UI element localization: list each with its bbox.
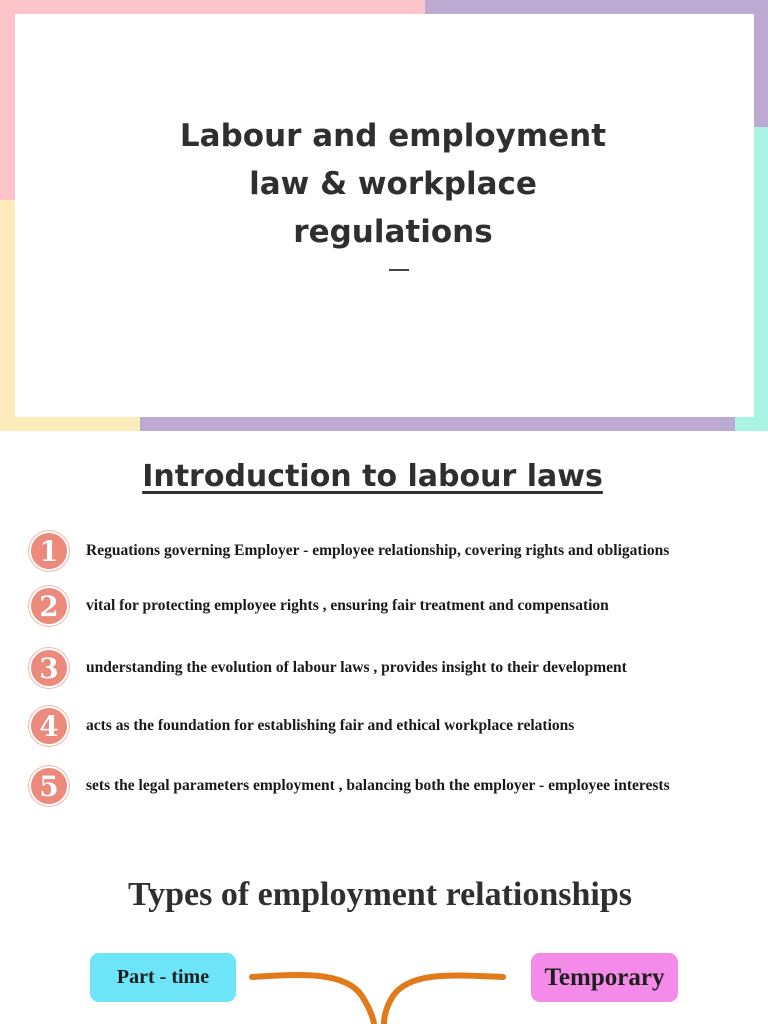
types-slide bbox=[0, 831, 768, 1024]
slide-title bbox=[15, 112, 768, 256]
part-time-chip: Part - time bbox=[90, 953, 236, 1002]
number-1-icon: 1 bbox=[29, 531, 69, 571]
list-item bbox=[29, 648, 627, 688]
point-text: acts as the foundation for establishing fair and ethical workplace relations bbox=[86, 717, 575, 734]
types-heading: Types of employment relationships bbox=[127, 876, 633, 913]
point-text: sets the legal parameters employment , balancing both the employer - employee interests bbox=[86, 777, 670, 794]
title-line-3: regulations bbox=[293, 214, 493, 250]
intro-slide bbox=[0, 431, 768, 831]
list-item bbox=[29, 706, 574, 746]
title-card bbox=[15, 14, 754, 417]
list-item bbox=[29, 586, 609, 626]
temporary-chip: Temporary bbox=[531, 953, 678, 1002]
number-2-icon: 2 bbox=[29, 586, 69, 626]
decor-band-purple-bottom bbox=[140, 417, 735, 431]
title-slide bbox=[0, 0, 768, 431]
title-line-2: law & workplace bbox=[249, 166, 537, 202]
number-5-icon: 5 bbox=[29, 766, 69, 806]
number-3-icon: 3 bbox=[29, 648, 69, 688]
point-text: vital for protecting employee rights , ensuring fair treatment and compensation bbox=[86, 597, 609, 614]
point-text: understanding the evolution of labour laws , provides insight to their development bbox=[86, 659, 627, 676]
number-4-icon: 4 bbox=[29, 706, 69, 746]
list-item bbox=[29, 766, 670, 806]
title-divider bbox=[389, 269, 409, 271]
connector-right bbox=[384, 975, 503, 1024]
point-text: Reguations governing Employer - employee relationship, covering rights and obligations bbox=[86, 542, 670, 559]
list-item bbox=[29, 531, 669, 571]
connector-left bbox=[252, 975, 374, 1024]
intro-heading: Introduction to labour laws bbox=[142, 459, 603, 494]
title-line-1: Labour and employment bbox=[179, 118, 607, 154]
